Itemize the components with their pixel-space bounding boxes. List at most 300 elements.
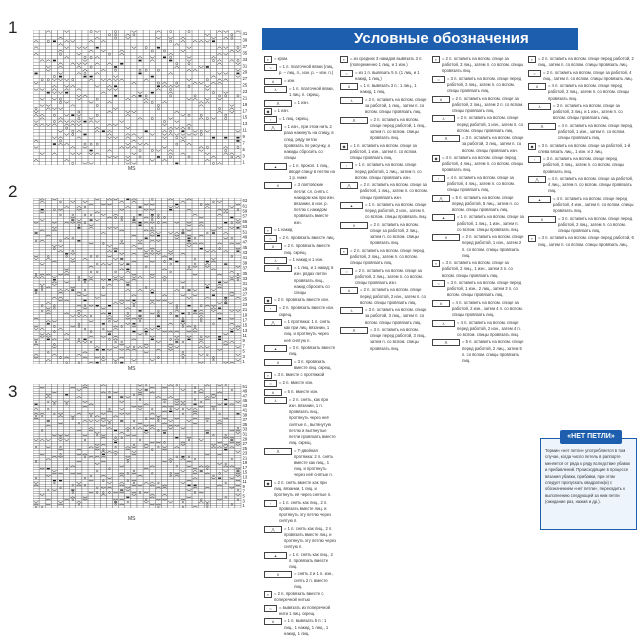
legend-symbol-icon: ○	[264, 235, 277, 242]
legend-symbol-icon: ⋀	[340, 182, 358, 189]
legend-entry	[264, 448, 336, 479]
legend-text: = 3 п. оставить на вспом. спице за работой, 3 лиц. и 1 изн., затем п. со вспом. спицы провязать лиц.	[553, 102, 623, 121]
legend-symbol-icon: ∧	[264, 618, 282, 625]
legend-symbol-icon: ⋀	[264, 526, 282, 533]
row-number-label: 1	[242, 159, 245, 165]
legend-symbol-icon: ∧	[264, 389, 282, 396]
legend-text: = 2 п. провязать вместе лиц. скрещ.	[284, 243, 331, 255]
legend-text: = 4 п. оставить на вспом. спице за работой, 2 изн., затем 4 п. со вспом. спицы провязать лиц.	[452, 299, 523, 318]
legend-text: = кром.	[274, 56, 289, 61]
legend-symbol-icon: ▪	[264, 227, 272, 234]
legend-entry	[264, 605, 336, 617]
legend-symbol-icon: ○	[340, 70, 353, 77]
row-number-label: 29	[242, 436, 248, 442]
legend-entry	[528, 196, 635, 215]
legend-symbol-icon: ∧	[432, 300, 450, 307]
legend-text: = 3 п. оставить на вспом. спице за работой, 3 лиц., затем п. со вспом. спицы провязать изн.	[462, 135, 524, 153]
legend-text: = 2 п. оставить на вспом. спице за работой, 2 лиц., затем п. со вспом. спицы провязать лиц.	[370, 221, 420, 246]
legend-entry	[432, 300, 524, 319]
legend-entry	[264, 319, 336, 344]
legend-symbol-icon: ∧	[340, 83, 358, 90]
legend-entry	[264, 227, 336, 234]
legend-text: = 1 изн.	[274, 107, 289, 113]
legend-column-2	[340, 56, 428, 353]
legend-entry	[264, 108, 336, 115]
legend-text: = вывязать из поперечной нити 1 лиц. скрещ.	[279, 604, 331, 617]
chart-3-ms: MS	[128, 516, 136, 522]
chart-2-ms: MS	[128, 366, 136, 372]
legend-text: = снять 2 и 1 п. изн., снять 2 п. вместе лиц.	[294, 571, 334, 589]
legend-entry	[432, 234, 524, 259]
legend-entry	[340, 56, 428, 68]
row-number-label: 41	[242, 255, 248, 261]
row-number-label: 39	[242, 260, 248, 266]
legend-text: = 3 п. оставить на вспом. спице за работой, 1-й слева вязать лиц., 1 изн. и 2 лиц.	[538, 142, 631, 154]
legend-symbol-icon: ▴	[264, 163, 287, 170]
row-number-label: 13	[242, 327, 248, 333]
legend-symbol-icon: ∨	[264, 182, 292, 189]
row-number-label: 55	[242, 218, 248, 224]
legend-text: = 2 п. оставить на вспом. спице перед работой, 1 лиц., затем п. со вспом. спицы провязать лиц.	[370, 116, 427, 141]
legend-text: = 1 п. снять как лиц., 2 п. провязать вместе лиц. и протянуть эту петлю через снятую п.	[284, 525, 336, 550]
legend-entry	[528, 56, 635, 68]
legend-symbol-icon: ◆	[264, 480, 272, 487]
legend-symbol-icon: ▪	[528, 56, 536, 63]
legend-text: = 2 п. провязать вместе изн. скрещ.	[279, 305, 335, 317]
row-number-label: 17	[242, 464, 248, 470]
legend-entry	[264, 124, 336, 161]
row-number-label: 15	[242, 114, 248, 120]
legend-symbol-icon: ○	[264, 380, 277, 387]
legend-symbol-icon: ▪	[340, 248, 348, 255]
legend-text: = 1 лиц. и 1 накид; в изн. рядах петли провязать лиц., накид сбросить со спицы	[294, 265, 334, 295]
row-number-label: 5	[242, 348, 245, 354]
legend-text: = 2 п. оставить на вспом. спице перед работой, 1 изн., затем 2 п. со вспом. спицы провязать лиц.	[462, 234, 524, 258]
row-number-label: 29	[242, 69, 248, 75]
legend-symbol-icon: ∨	[264, 359, 292, 366]
legend-entry	[264, 100, 336, 107]
legend-text: = 2 п. снять, как при изн. вязании, 1 п. провязать лиц., протянуть через неё снятые п., вытянутую петлю и вытянутые петли провязать вместе лиц. скрещ.	[289, 396, 336, 446]
legend-entry	[432, 214, 524, 233]
row-number-label: 1	[242, 358, 245, 364]
legend-entry	[340, 182, 428, 201]
legend-text: = 3 п. провязать вместе лиц. скрещ.	[294, 358, 332, 370]
legend-text: = 3 п. оставить на вспом. спице перед работой, 3 лиц., затем п. со вспом. спицы провязать лиц.	[543, 156, 625, 174]
legend-text: = 2 п. провязать вместе изн.	[274, 297, 330, 303]
legend-entry	[264, 618, 336, 637]
legend-text: = 3 п. оставить на вспом. спице перед работой, 2 лиц., затем п. со вспом. спицы провязать лиц.	[447, 75, 522, 94]
legend-text: = 2 п. оставить на вспом. спице перед работой, 2 изн., затем п. со вспом. спицы провязать лиц.	[360, 287, 426, 305]
row-number-label: 63	[242, 198, 248, 204]
row-number-label: 7	[242, 140, 245, 146]
row-number-label: 21	[242, 455, 248, 461]
row-number-label: 39	[242, 412, 248, 418]
legend-entry	[264, 500, 336, 525]
row-number-label: 45	[242, 244, 248, 250]
legend-entry	[528, 235, 635, 247]
page-title: Условные обозначения	[262, 28, 578, 50]
row-number-label: 49	[242, 388, 248, 394]
legend-text: = 3 лаптовские петли: сл. снять с накидом как при изн. вязании, в изн. р. петлю с накидом провязать вместе изн.	[294, 182, 335, 225]
legend-text: = 3 п. оставить на вспом. спице за работой, 2 лиц., 1 изн., затем 3 п. со вспом. спицы провязать лиц.	[442, 260, 513, 278]
row-number-label: 13	[242, 121, 248, 127]
legend-text: = 2 п. оставить на вспом. спице за работой, 2 лиц., затем п. со вспом. спицы провязать изн.	[355, 267, 423, 285]
legend-symbol-icon: ▫	[264, 305, 277, 312]
legend-entry	[264, 56, 336, 63]
chart-1-label: 1	[8, 18, 18, 37]
row-number-label: 1	[242, 503, 245, 508]
row-number-label: 5	[242, 493, 245, 499]
legend-symbol-icon: ▪	[432, 56, 440, 63]
legend-symbol-icon: ◆	[264, 297, 272, 304]
legend-symbol-icon: ▪	[432, 260, 440, 267]
legend-entry	[264, 552, 336, 571]
legend-entry	[528, 123, 635, 142]
legend-entry	[528, 216, 635, 235]
row-number-label: 5	[242, 146, 245, 152]
row-number-label: 33	[242, 275, 248, 281]
legend-symbol-icon: ∨	[432, 234, 460, 241]
chart-3-label: 3	[8, 382, 18, 401]
row-number-label: 31	[242, 281, 248, 287]
row-number-label: 45	[242, 398, 248, 404]
legend-symbol-icon: ◆	[432, 155, 440, 162]
legend-entry	[340, 202, 428, 221]
row-number-label: 35	[242, 421, 248, 427]
row-number-label: 59	[242, 208, 248, 214]
legend-entry	[432, 76, 524, 95]
legend-entry	[432, 320, 524, 339]
legend-entry	[340, 222, 428, 247]
row-number-label: 3	[242, 153, 245, 159]
legend-entry	[340, 117, 428, 142]
legend-symbol-icon: ▴	[340, 202, 363, 209]
row-number-label: 21	[242, 95, 248, 101]
legend-entry	[264, 297, 336, 304]
row-number-label: 37	[242, 44, 248, 49]
legend-text: = 2 п. оставить на вспом. спице за работой, 1 лиц., затем п. со вспом. спицы провязать изн.	[360, 182, 428, 200]
legend-symbol-icon: ᐱ	[432, 339, 460, 346]
legend-text: = из 1 п. вывязать 5 п. (1 лиц. и 1 накид, 1 лиц.)	[355, 69, 420, 81]
row-number-label: 3	[242, 353, 245, 359]
row-number-label: 47	[242, 239, 248, 245]
legend-column-3	[432, 56, 524, 365]
legend-text: = 2 п. оставить на вспом. спице перед работой, 1 изн., затем п. со вспом. спицы провязать лиц.	[457, 115, 523, 133]
legend-entry	[432, 56, 524, 75]
legend-text: = 4 п. оставить на вспом. спице перед работой, 2 лиц., затем п. со вспом. спицы провязать лиц.	[548, 83, 630, 101]
row-number-label: 41	[242, 407, 248, 413]
legend-symbol-icon: ∧	[340, 287, 358, 294]
legend-symbol-icon: λ	[340, 307, 363, 314]
legend-symbol-icon: ▪	[340, 56, 348, 63]
legend-entry	[432, 115, 524, 134]
row-number-label: 23	[242, 301, 248, 307]
legend-text: = 4 п. оставить на вспом. спице перед работой, 4 изн., затем п. со вспом. спицы провязать лиц.	[553, 195, 634, 214]
legend-text: = 2 п. оставить на вспом. спице за работой, 3 лиц., затем п. со вспом. спицы провязать лиц.	[442, 56, 524, 74]
legend-symbol-icon: ∧	[528, 83, 546, 90]
row-number-label: 33	[242, 426, 248, 432]
legend-symbol-icon: ○	[432, 280, 445, 287]
legend-text: = 4 п. оставить на вспом. спице за работой, 4 лиц., затем п. со вспом. спицы провязать лиц.	[548, 175, 633, 194]
legend-entry	[264, 526, 336, 551]
legend-symbol-icon: ◆	[528, 143, 536, 150]
legend-symbol-icon: ᐱ	[264, 448, 292, 455]
row-number-label: 31	[242, 63, 248, 69]
legend-text: = 3 п. оставить на вспом. спице перед работой, 3 лиц., затем п. со вспом. спицы провязать лиц.	[370, 326, 427, 351]
chart-1	[33, 30, 255, 165]
legend-symbol-icon: ◆	[340, 143, 348, 150]
legend-entry	[340, 307, 428, 326]
row-number-label: 19	[242, 312, 248, 318]
charts-panel	[0, 0, 255, 533]
row-number-label: 25	[242, 296, 248, 302]
legend-text: = 3 п. провязать вместе лиц.	[289, 345, 336, 357]
legend-entry	[340, 327, 428, 352]
chart-2-grid	[33, 198, 255, 364]
row-number-label: 47	[242, 393, 248, 399]
legend-text: = 2 п. вместе изн.	[279, 380, 314, 386]
legend-symbol-icon: ▫	[264, 116, 277, 123]
row-number-label: 31	[242, 431, 248, 437]
legend-text: = 1 п. оставить на вспом. спице за работой, 1 лиц., 1 изн., затем п. со вспом. спицы провязать лиц.	[457, 214, 524, 232]
legend-text: = 2 п. снять вместе как при лиц. вязании, 1 лиц. и протянуть её через снятые п.	[274, 479, 332, 498]
legend-entry	[340, 248, 428, 267]
legend-symbol-icon: ○	[264, 64, 277, 71]
legend-symbol-icon: ▪	[264, 56, 272, 63]
row-number-label: 17	[242, 317, 248, 323]
legend-text: = 2 п. оставить на вспом. спице за работой, 1 лиц., затем п. со вспом. спицы провязать лиц.	[365, 96, 427, 115]
legend-symbol-icon: ▴	[528, 196, 551, 203]
note-text: Термин «нет петли» употребляется в том случае, когда число петель в раппорте меняется от ряда к ряду вследствие убавок и прибавлений. Происходящие в процессе вязания убавки, прибавки, при этом следует пропускать квадратик(и) с обозначением «нет петли», переходить к выполнению следующей за ним петли (ожидание раз, нажав и др.).	[545, 448, 630, 505]
legend-symbol-icon: λ	[432, 115, 455, 122]
legend-symbol-icon: λ	[528, 103, 551, 110]
legend-column-1	[264, 56, 336, 638]
legend-entry	[264, 116, 336, 123]
legend-entry	[264, 389, 336, 396]
row-number-label: 25	[242, 445, 248, 451]
legend-entry	[528, 176, 635, 195]
legend-entry	[432, 339, 524, 364]
legend-text: = 1 п. платочной вязки (лиц. р. – лиц. п., изн. р. – изн. п.)	[279, 64, 334, 76]
chart-2-label: 2	[8, 182, 18, 201]
legend-entry	[340, 70, 428, 82]
legend-entry	[264, 243, 336, 255]
row-number-label: 33	[242, 56, 248, 62]
legend-text: = 2 п. оставить на вспом. спице за работой, 4 лиц., затем п. со вспом. спицы провязать лиц.	[543, 69, 633, 81]
legend-entry	[528, 156, 635, 175]
legend-text: = 3 п. вместе с протяжкой	[274, 372, 325, 378]
legend-entry	[264, 257, 336, 264]
legend-entry	[340, 83, 428, 95]
legend-symbol-icon: ᐱ	[264, 100, 292, 107]
row-number-label: 37	[242, 265, 248, 271]
legend-entry	[264, 397, 336, 447]
legend-text: = 1 п. снять как лиц., 2 п. провязать вместе лиц.	[289, 551, 333, 570]
legend-symbol-icon: ▫	[432, 175, 445, 182]
legend-symbol-icon: ▪	[528, 235, 536, 242]
legend-entry	[264, 380, 336, 387]
legend-entry	[264, 345, 336, 357]
legend-symbol-icon: ∧	[432, 96, 450, 103]
legend-entry	[264, 182, 336, 225]
legend-text: = 1 п. платочной вязки, 1 лиц. п. скрещ.	[289, 85, 334, 98]
legend-entry	[264, 78, 336, 85]
legend-entry	[528, 70, 635, 82]
legend-symbol-icon: ∧	[264, 78, 282, 85]
legend-symbol-icon: ○	[432, 76, 445, 83]
legend-text: = 1 изн.	[294, 99, 309, 105]
row-number-label: 9	[242, 134, 245, 139]
legend-symbol-icon: ∨	[264, 571, 292, 578]
legend-text: = 1 п. оставить на вспом. спице перед работой, 2 изн., затем п. со вспом. спицы провязать лиц.	[365, 201, 428, 220]
row-number-label: 43	[242, 250, 248, 256]
row-number-label: 7	[242, 488, 245, 494]
row-number-label: 13	[242, 474, 248, 480]
legend-text: = 5 п. оставить на вспом. спице перед работой, 5 лиц., затем п. со вспом. спицы провязать лиц.	[452, 194, 519, 212]
legend-entry	[340, 97, 428, 116]
legend-text: = 1 накид и 1 изн.	[289, 256, 324, 262]
row-number-label: 19	[242, 460, 248, 466]
row-number-label: 11	[242, 333, 247, 339]
legend-text: = 3 п. оставить на вспом. спице перед работой, 2 лиц., затем п. со вспом. спицы провязать лиц.	[558, 215, 633, 233]
legend-entry	[264, 359, 336, 371]
row-number-label: 15	[242, 469, 248, 475]
legend-text: = 1 накид	[274, 226, 293, 232]
row-number-label: 27	[242, 291, 248, 297]
row-number-label: 11	[242, 479, 247, 485]
legend-symbol-icon: ◆	[264, 108, 272, 115]
legend-entry	[340, 162, 428, 181]
legend-text: = 3 п. оставить на вспом. спице перед работой, 1 изн., 2 лиц., затем 3 п. со вспом. спицы провязать лиц.	[447, 279, 522, 298]
row-number-label: 43	[242, 402, 248, 408]
legend-text: = 1 п. снять как лиц., 2 п. провязать вместе лиц. и протянуть эту петлю через снятую п.	[279, 499, 331, 524]
legend-text: = Т-двойная протяжка: 2 п. снять вместе как лиц., 1 лиц. и протянуть через неё снятые п.	[294, 447, 334, 478]
row-number-label: 35	[242, 50, 248, 56]
legend-text: = изн.	[284, 77, 296, 83]
legend-symbol-icon: ∧	[264, 243, 282, 250]
row-number-label: 41	[242, 31, 248, 37]
legend-text: = 4 п. оставить на вспом. спице перед работой, 4 лиц., затем п. со вспом. спицы провязать лиц.	[442, 154, 524, 173]
row-number-label: 23	[242, 450, 248, 456]
legend-symbol-icon: ᐱ	[340, 327, 368, 334]
legend-symbol-icon: λ	[264, 397, 287, 404]
legend-symbol-icon: ▴	[432, 214, 455, 221]
row-number-label: 9	[242, 483, 245, 489]
legend-symbol-icon: λ	[340, 97, 363, 104]
row-number-label: 17	[242, 108, 248, 114]
legend-text: = 4 п. оставить на вспом. спице за работой, 4 лиц., затем п. со вспом. спицы провязать лиц.	[447, 174, 515, 193]
legend-text: = 1 п. оставить на вспом. спице перед работой, 1 лиц., затем п. со вспом. спицы провязать изн.	[355, 162, 422, 180]
row-number-label: 39	[242, 37, 248, 43]
legend-text: = 3 п. оставить на вспом. спице за работой, 3 лиц., затем п. со вспом. спицы провязать лиц.	[365, 307, 427, 325]
legend-text: = 2 п. провязать вместе лиц.	[279, 235, 335, 241]
legend-text: = из средних 3 накидов вывязать 3 п. (попеременно 1 лиц. и 1 изн.)	[350, 56, 423, 68]
legend-text: = 1 п. вывязать 3 п.: 1 лиц., 1 накид, 1 лиц.	[360, 83, 417, 95]
legend-text: = 4 п. оставить на вспом. спице перед работой, 2 изн., затем 4 п. со вспом. спицы провязать лиц.	[457, 319, 521, 337]
chart-3	[33, 384, 255, 508]
legend-entry	[528, 143, 635, 155]
legend-text: = 2 п. оставить на вспом. спице перед работой, 2 лиц., затем п. со вспом. спицы провязать лиц.	[538, 56, 634, 68]
legend-text: = 1 изн., при этом нить 2 раза накинуть на спицу, в след. ряду петли провязать по рисунку, а накиды сбросить со спицы	[284, 124, 334, 161]
legend-symbol-icon: ᐱ	[528, 123, 556, 130]
row-number-label: 35	[242, 270, 248, 276]
legend-entry	[264, 265, 336, 296]
legend-entry	[264, 372, 336, 379]
row-number-label: 53	[242, 224, 248, 230]
legend-symbol-icon: ▫	[264, 500, 277, 507]
legend-symbol-icon: ᐱ	[340, 117, 368, 124]
legend-entry	[264, 571, 336, 590]
row-number-label: 23	[242, 89, 248, 94]
legend-entry	[340, 268, 428, 287]
legend-entry	[340, 143, 428, 162]
legend-symbol-icon: ⋀	[264, 319, 282, 326]
row-number-label: 27	[242, 76, 248, 82]
legend-symbol-icon: λ	[264, 257, 287, 264]
legend-symbol-icon: λ	[264, 86, 287, 93]
chart-2	[33, 198, 255, 364]
legend-entry	[264, 591, 336, 603]
legend-symbol-icon: ᐱ	[432, 135, 460, 142]
legend-symbol-icon: ▫	[528, 156, 541, 163]
legend-column-4	[528, 56, 635, 249]
row-number-label: 49	[242, 234, 248, 240]
row-number-label: 11	[242, 127, 247, 133]
row-number-label: 3	[242, 498, 245, 504]
legend-symbol-icon: ∨	[340, 222, 368, 229]
legend-entry	[264, 86, 336, 98]
row-number-label: 25	[242, 82, 248, 88]
row-number-label: 29	[242, 286, 248, 292]
legend-entry	[432, 175, 524, 194]
legend-entry	[264, 163, 336, 182]
row-number-label: 57	[242, 213, 248, 219]
legend-entry	[432, 155, 524, 174]
legend-text: = 3 п. оставить на вспом. спице перед работой, 6 лиц., затем п. со вспом. спицы провязать лиц.	[538, 235, 634, 247]
legend-entry	[340, 287, 428, 306]
row-number-label: 21	[242, 307, 248, 313]
legend-text: = 5 п. оставить на вспом. спице перед работой, 2 лиц., затем 5 п. со вспом. спицы провязать лиц.	[462, 339, 524, 363]
legend-symbol-icon: ▪	[264, 591, 272, 598]
legend-entry	[528, 103, 635, 122]
legend-entry	[264, 235, 336, 242]
legend-symbol-icon: ▴	[264, 345, 287, 352]
row-number-label: 9	[242, 338, 245, 344]
row-number-label: 61	[242, 203, 248, 209]
legend-symbol-icon: ⋀	[432, 195, 450, 202]
row-number-label: 15	[242, 322, 248, 328]
legend-symbol-icon: ∨	[528, 216, 556, 223]
legend-text: = 2 п. оставить на вспом. спице перед работой, 2 лиц., затем п. со вспом. спицы провязать лиц.	[350, 247, 425, 266]
legend-entry	[264, 64, 336, 76]
row-number-label: 27	[242, 441, 248, 447]
legend-text: = 1 п. оставить на вспом. спице за работой, 1 изн., затем п. со вспом. спицы провязать лиц.	[350, 142, 418, 160]
legend-symbol-icon: ▫	[340, 162, 353, 169]
chart-1-ms: MS	[128, 166, 136, 172]
legend-entry	[432, 260, 524, 279]
legend-text: = 2 п. провязать вместе с поперечной нитью	[274, 591, 324, 603]
legend-text: = 1 протяжка: 1 п. снять как при лиц. вязании, 1 лиц. и протянуть через неё снятую п.	[284, 319, 331, 343]
chart-1-grid	[33, 30, 255, 165]
legend-symbol-icon: ⋀	[528, 176, 546, 183]
legend-entry	[432, 280, 524, 299]
row-number-label: 51	[242, 229, 248, 235]
legend-text: = 1 лиц. скрещ.	[279, 115, 309, 121]
row-number-label: 7	[242, 343, 245, 349]
legend-text: = 2 п. оставить на вспом. спице за работой, 2 лиц., затем 2 п. со вспом. спицы провязать лиц.	[452, 95, 524, 113]
legend-symbol-icon: λ	[432, 320, 455, 327]
legend-symbol-icon: ⋀	[264, 124, 282, 131]
